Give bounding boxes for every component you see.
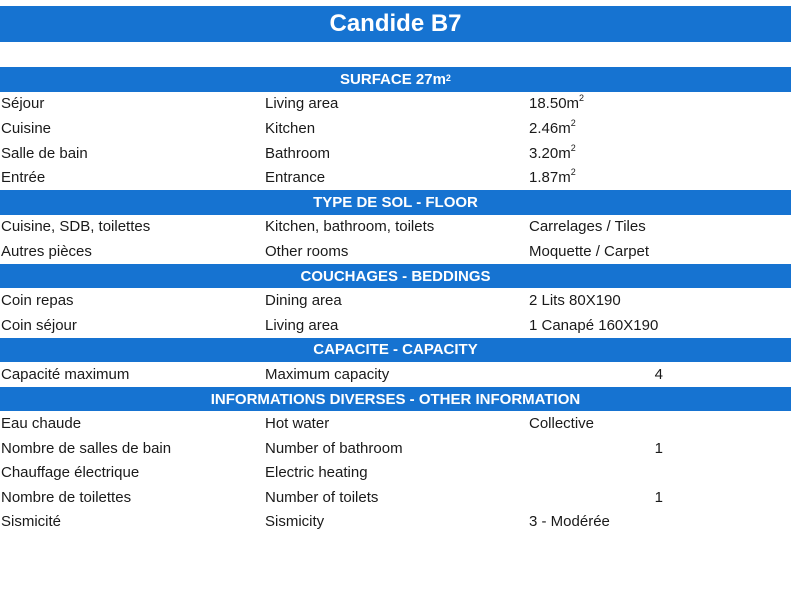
row-value: $1.87m^2$ [529,167,576,187]
section-header: INFORMATIONS DIVERSES - OTHER INFORMATION [0,387,791,412]
row-value: $2.46m^2$ [529,117,576,137]
row-value: 1 [654,439,663,457]
label-fr: Autres pièces [1,242,92,260]
label-en: Living area [265,95,339,113]
label-en: Kitchen, bathroom, toilets [265,218,435,236]
label-en: Electric heating [265,464,368,482]
row-value: 1 [654,488,663,506]
label-fr: Nombre de salles de bain [1,439,172,457]
row-value: 3 - Modérée [529,513,610,531]
row-value: Carrelages / Tiles [529,218,646,236]
table-row [0,92,791,117]
label-en: Number of bathroom [265,439,403,457]
table-row [0,362,791,387]
label-fr: Séjour [1,95,45,113]
label-en: Dining area [265,292,342,310]
section-header: TYPE DE SOL - FLOOR [0,190,791,215]
label-en: Entrance [265,169,326,187]
row-value: $18.50m^2$ [529,93,585,113]
row-value: $3.20m^2$ [529,142,576,162]
table-row [0,215,791,240]
table-row [0,510,791,535]
info-table [0,67,791,534]
label-fr: Nombre de toilettes [1,488,132,506]
label-fr: Coin repas [1,292,74,310]
table-row [0,313,791,338]
table-row [0,288,791,313]
label-fr: Salle de bain [1,144,88,162]
table-row [0,461,791,486]
row-value: 4 [654,365,663,383]
table-row [0,239,791,264]
table-row [0,116,791,141]
table-row [0,411,791,436]
row-value: 1 Canapé 160X190 [529,316,659,334]
label-fr: Eau chaude [1,415,82,433]
label-fr: Chauffage électrique [1,464,140,482]
table-row [0,436,791,461]
row-value: 2 Lits 80X190 [529,292,621,310]
label-en: Living area [265,316,339,334]
label-en: Kitchen [265,119,316,137]
label-fr: Coin séjour [1,316,77,334]
label-en: Bathroom [265,144,331,162]
table-row [0,485,791,510]
label-en: Maximum capacity [265,365,390,383]
row-value: Collective [529,415,595,433]
section-header: COUCHAGES - BEDDINGS [0,264,791,289]
label-fr: Entrée [1,169,46,187]
table-row [0,165,791,190]
label-en: Other rooms [265,242,349,260]
label-fr: Cuisine, SDB, toilettes [1,218,151,236]
row-value: Moquette / Carpet [529,242,650,260]
label-en: Hot water [265,415,330,433]
label-en: Sismicity [265,513,325,531]
section-header: SURFACE 27m $^2$ [0,67,791,92]
table-row [0,141,791,166]
section-header: CAPACITE - CAPACITY [0,338,791,363]
label-fr: Cuisine [1,119,52,137]
label-fr: Capacité maximum [1,365,130,383]
page-title: Candide B7 [0,6,791,42]
label-en: Number of toilets [265,488,379,506]
label-fr: Sismicité [1,513,62,531]
